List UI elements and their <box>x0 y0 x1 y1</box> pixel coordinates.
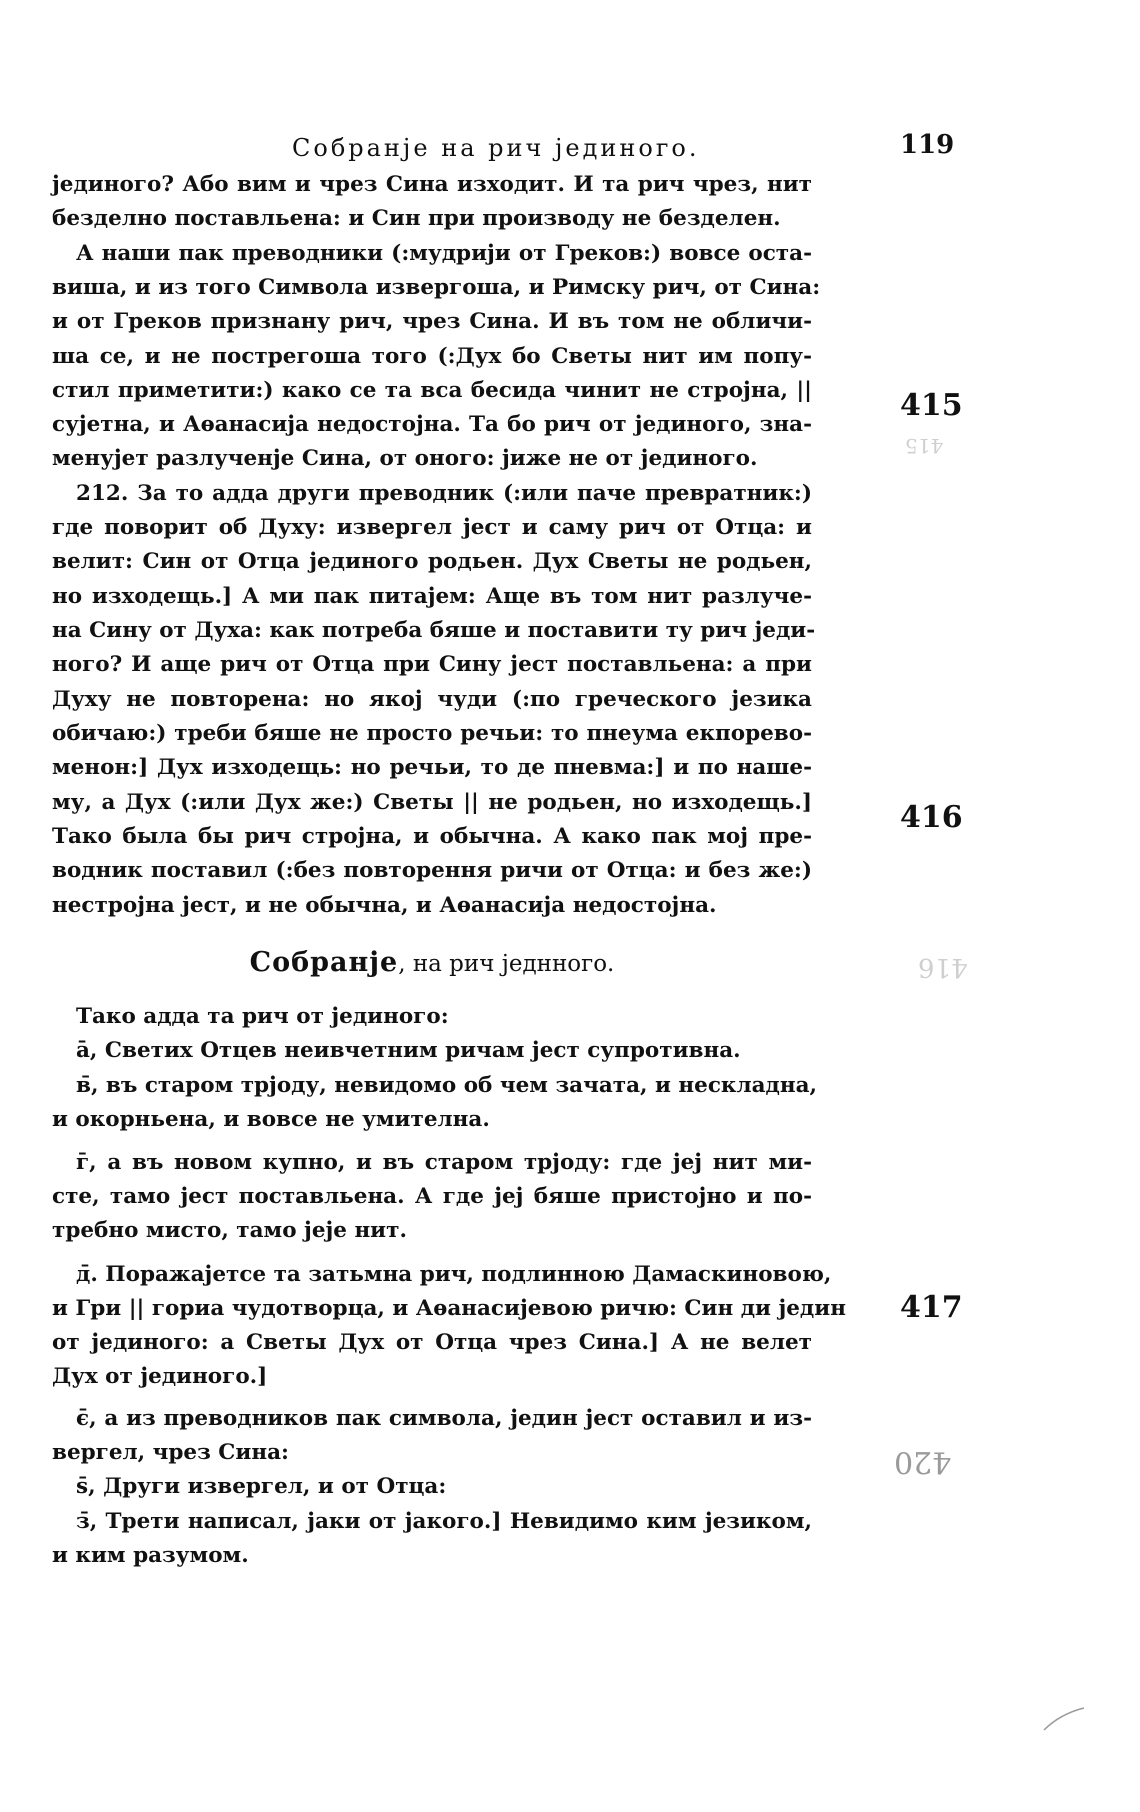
text-line: менујет разлученје Сина, от оного: јиже не от јединого. <box>52 446 758 471</box>
text-line: сте, тамо јест поставльена. А где јеј бяше пристојно и по- <box>52 1184 812 1209</box>
text-line: Тако была бы рич стројна, и обычна. А како пак мој пре- <box>52 824 812 849</box>
text-line: требно мисто, тамо јеје нит. <box>52 1218 407 1243</box>
text-line: ного? И аще рич от Отца при Сину јест поставльена: а при <box>52 652 812 677</box>
running-header-title: Собранје на рич јединого. <box>292 134 700 162</box>
text-line: сујетна, и Аѳанасија недостојна. Та бо рич от јединого, зна- <box>52 412 812 437</box>
text-line: му, а Дух (:или Дух же:) Светы || не родьен, но изходещь.] <box>52 790 812 815</box>
text-line: вергел, чрез Сина: <box>52 1440 289 1465</box>
text-line: Духу не повторена: но якој чуди (:по греческого језика <box>52 687 812 712</box>
list-item: в̄, въ старом трјоду, невидомо об чем зачата, и нескладна, <box>76 1073 818 1098</box>
section-heading-bold: Собранје <box>249 947 399 978</box>
text-line: јединого? Або вим и чрез Сина изходит. И та рич чрез, нит <box>52 172 812 197</box>
list-item: є̄, а из преводников пак символа, једин јест оставил и из- <box>76 1406 812 1431</box>
text-line: виша, и из того Символа извергоша, и Римску рич, от Сина: <box>52 275 821 300</box>
text-line: 212. За то адда други преводник (:или паче превратник:) <box>76 481 812 506</box>
section-heading <box>52 946 812 981</box>
text-line: обичаю:) треби бяше не просто речьи: то пнеума екпорево- <box>52 721 812 746</box>
pencil-mark-icon <box>1040 1700 1090 1740</box>
bleed-through-mark: 416 <box>918 952 968 982</box>
list-item: д̄. Поражајетсе та затьмна рич, подлинною Дамаскиновою, <box>76 1262 832 1287</box>
text-line: менон:] Дух изходещь: но речьи, то де пневма:] и по наше- <box>52 755 812 780</box>
text-line: где поворит об Духу: извергел јест и саму рич от Отца: и <box>52 515 812 540</box>
text-line: и ким разумом. <box>52 1543 249 1568</box>
text-line: ша се, и не пострегоша того (:Дух бо Светы нит им попу- <box>52 344 812 369</box>
text-line: безделно поставльена: и Син при производу не безделен. <box>52 206 781 231</box>
section-heading-rest: , на рич једнного. <box>398 951 615 977</box>
text-line: и от Греков признану рич, чрез Сина. И въ том не обличи- <box>52 309 812 334</box>
bleed-through-mark: 415 <box>905 434 944 458</box>
margin-number: 415 <box>900 388 963 423</box>
text-line: нестројна јест, и не обычна, и Аѳанасија недостојна. <box>52 893 717 918</box>
list-item: ѕ̄, Други извергел, и от Отца: <box>76 1474 447 1499</box>
text-line: нa Сину от Духа: как потреба бяше и поставити ту рич једи- <box>52 618 816 643</box>
text-line: от јединого: а Светы Дух от Отца чрез Сина.] А не велет <box>52 1330 812 1355</box>
margin-number: 417 <box>900 1290 963 1325</box>
bleed-through-mark: 420 <box>894 1444 952 1479</box>
text-line: Тако адда та рич от јединого: <box>76 1004 449 1029</box>
list-item: г̄, а въ новом купно, и въ старом трјоду: где јеј нит ми- <box>76 1150 812 1175</box>
text-line: А наши пак преводники (:мудрији от Греков:) вовсе оста- <box>76 241 812 266</box>
text-line: Дух от јединого.] <box>52 1364 268 1389</box>
text-line: и Гри || гориа чудотворца, и Аѳанасијевою ричю: Син ди једин <box>52 1296 846 1321</box>
page-number: 119 <box>900 130 955 160</box>
list-item: ā, Светих Отцев неивчетним ричам јест супротивна. <box>76 1038 741 1063</box>
text-line: но изходещь.] А ми пак питајем: Аще въ том нит разлуче- <box>52 584 812 609</box>
text-line: велит: Син от Отца јединого родьен. Дух Светы не родьен, <box>52 549 812 574</box>
text-line: и окорньена, и вовсе не умителна. <box>52 1107 490 1132</box>
margin-number: 416 <box>900 800 963 835</box>
list-item: з̄, Трети написал, јаки от јакого.] Невидимо ким језиком, <box>76 1509 812 1534</box>
text-line: стил приметити:) како се та вса бесида чинит не стројна, || <box>52 378 812 403</box>
text-line: водник поставил (:без повторення ричи от Отца: и без же:) <box>52 858 812 883</box>
